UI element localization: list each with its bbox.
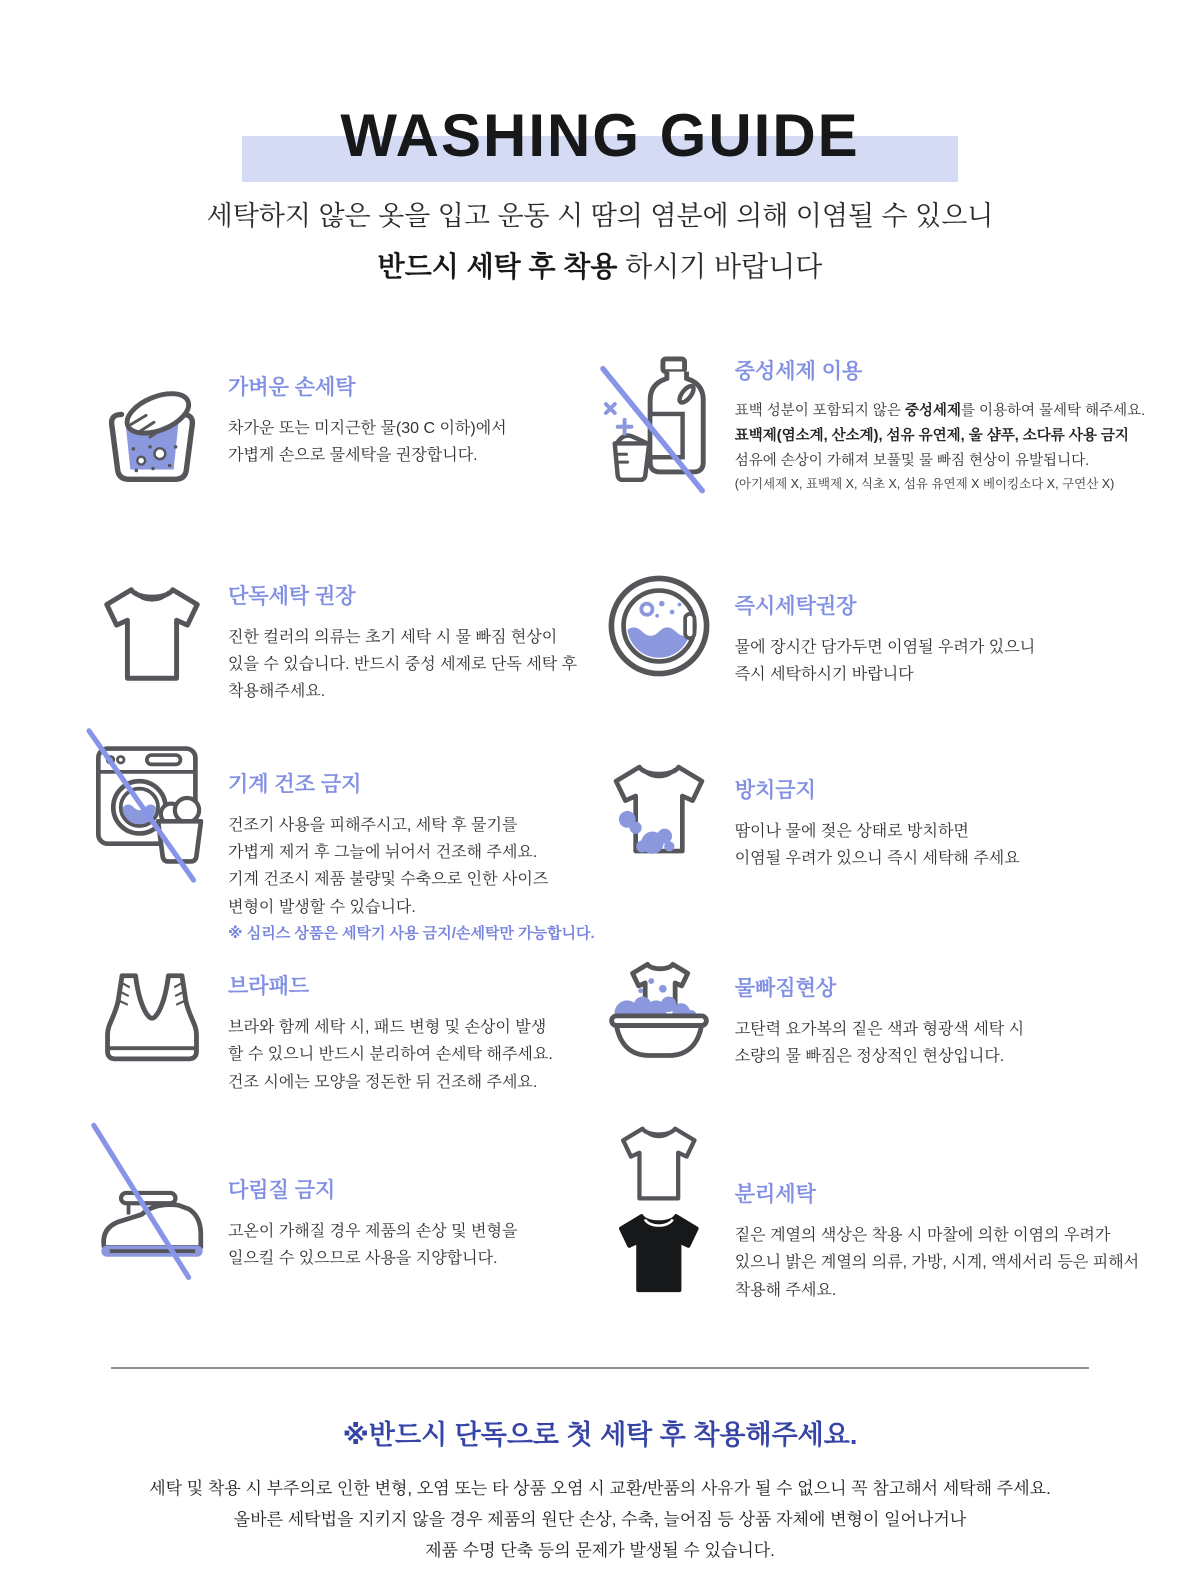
section-divider [111,1367,1089,1369]
stained-tshirt-icon [595,728,723,866]
footer-notes [0,1474,1200,1567]
wash-item-bra-pad [88,946,595,1116]
wash-item-title: 브라패드 [228,975,310,999]
wash-item-line: 착용해주세요. [228,683,326,701]
wash-item-text [228,728,595,946]
wash-item-wash-immediately [595,568,1145,728]
guide-header [0,0,1200,285]
footer-note-line: 세탁 및 착용 시 부주의로 인한 변형, 오염 또는 타 상품 오염 시 교환/반품의 사유가 될 수 없으니 꼭 참고해서 세탁해 주세요. [149,1479,1051,1499]
wash-item-description [735,399,1145,495]
footer-note-line: 올바른 세탁법을 지키지 않을 경우 제품의 원단 손상, 수축, 늘어짐 등 상품 자체에 변형이 일어나거나 [233,1510,967,1530]
wash-item-line: 있을 수 있습니다. 반드시 중성 세제로 단독 세탁 후 [228,656,578,674]
hand-wash-icon [88,353,216,492]
wash-item-title: 가벼운 손세탁 [228,376,356,399]
wash-item-line: 착용해 주세요. [734,1281,837,1299]
no-iron-icon [88,1116,216,1280]
wash-item-line: 브라와 함께 세탁 시, 패드 변형 및 손상이 발생 [228,1019,547,1037]
wash-item-line: 건조기 사용을 피해주시고, 세탁 후 물기를 [228,817,518,834]
wash-item-description [228,624,577,706]
wash-item-separate-laundry [595,1116,1145,1331]
wash-item-line: 할 수 있으니 반드시 분리하여 손세탁 해주세요. [228,1046,553,1064]
wash-item-line: 고온이 가해질 경우 제품의 손상 및 변형을 [228,1223,518,1241]
wash-item-no-neglect-wet [595,728,1145,946]
page-title: WASHING GUIDE [340,102,860,169]
wash-item-line: 물에 장시간 담가두면 이염될 우려가 있으니 [734,639,1036,656]
wash-item-title: 물빠짐현상 [734,977,837,1001]
subtitle-bold: 반드시 세탁 후 착용 [377,251,618,282]
wash-item-line: 진한 컬러의 의류는 초기 세탁 시 물 빠짐 현상이 [228,629,558,646]
wash-item-line: 일으킬 수 있으므로 사용을 지양합니다. [228,1250,498,1268]
wash-item-line: 섬유에 손상이 가해져 보풀및 물 빠짐 현상이 유발됩니다. [734,452,1090,469]
wash-item-title: 단독세탁 권장 [228,585,356,608]
wash-item-line: 소량의 물 빠짐은 정상적인 현상입니다. [734,1048,1005,1066]
wash-item-line: 땀이나 물에 젖은 상태로 방치하면 [734,823,969,840]
wash-item-line: ※ 심리스 상품은 세탁기 사용 금지/손세탁만 가능합니다. [228,924,595,942]
wash-item-no-machine-dry [88,728,595,946]
wash-item-line: 짙은 계열의 색상은 착용 시 마찰에 의한 이염의 우려가 [734,1227,1111,1245]
wash-item-line: 표백 성분이 포함되지 않은 중성세제를 이용하여 물세탁 해주세요. [734,403,1146,419]
wash-item-text [735,728,1020,872]
wash-item-title: 즉시세탁권장 [734,595,857,618]
wash-item-line: 있으니 밝은 계열의 의류, 가방, 시계, 액세서리 등은 피해서 [734,1254,1140,1272]
wash-item-separate-wash-recommended [88,568,595,728]
wash-item-line: 표백제(염소계, 산소계), 섬유 유연제, 울 샴푸, 소다류 사용 금지 [734,427,1129,444]
light-dark-shirts-icon [595,1116,723,1289]
wash-item-line: 즉시 세탁하시기 바랍니다 [734,666,914,684]
subtitle-line2 [0,245,1200,285]
wash-item-no-ironing [88,1116,595,1331]
wash-item-line: 가볍게 손으로 물세탁을 권장합니다. [228,447,478,465]
washer-drum-icon [595,568,723,682]
wash-item-description [228,812,595,946]
wash-item-text [735,353,1145,495]
wash-item-title: 중성세제 이용 [734,360,863,383]
wash-item-text [228,568,577,706]
wash-item-title: 방치금지 [734,779,816,802]
wash-item-color-bleeding [595,946,1145,1116]
subtitle-line1: 세탁하지 않은 옷을 입고 운동 시 땀의 염분에 의해 이염될 수 있으니 [206,201,994,231]
wash-item-text [735,1116,1139,1304]
wash-item-description [228,415,507,469]
wash-item-line: 기계 건조시 제품 불량및 수축으로 인한 사이즈 [228,871,549,889]
wash-item-description [735,818,1020,872]
wash-item-title: 기계 건조 금지 [228,773,362,796]
wash-item-text [735,946,1024,1070]
wash-item-light-hand-wash [88,353,595,568]
wash-item-text [228,1116,517,1272]
wash-item-text [735,568,1035,688]
wash-item-line: 차가운 또는 미지근한 물(30 C 이하)에서 [228,420,507,437]
no-detergent-icon [595,353,723,491]
wash-item-text [228,946,553,1096]
wash-item-title: 분리세탁 [734,1183,816,1207]
tshirt-icon [88,568,216,694]
wash-item-description [735,1222,1139,1304]
wash-item-line: (아기세제 X, 표백제 X, 식초 X, 섬유 유연제 X 베이킹소다 X, 구연산 X) [734,476,1115,491]
subtitle-rest: 하시기 바랍니다 [617,251,823,282]
bra-icon [88,946,216,1074]
bleed-basin-icon [595,946,723,1065]
footer-heading: ※반드시 단독으로 첫 세탁 후 착용해주세요. [342,1420,858,1451]
wash-item-description [735,1016,1024,1070]
wash-item-line: 이염될 우려가 있으니 즉시 세탁해 주세요 [734,850,1020,868]
wash-item-text [228,353,507,469]
page-title-wrap [340,102,860,169]
wash-item-line: 고탄력 요가복의 짙은 색과 형광색 세탁 시 [734,1021,1025,1039]
wash-item-line: 건조 시에는 모양을 정돈한 뒤 건조해 주세요. [228,1073,538,1091]
wash-item-line: 가볍게 제거 후 그늘에 뉘어서 건조해 주세요. [228,844,538,862]
wash-item-title: 다림질 금지 [228,1179,336,1203]
wash-item-description [735,634,1035,688]
wash-items-grid [0,353,1200,1331]
wash-item-description [228,1014,553,1096]
footer-note-line: 제품 수명 단축 등의 문제가 발생될 수 있습니다. [425,1541,775,1561]
guide-footer [0,1413,1200,1567]
wash-item-line: 변형이 발생할 수 있습니다. [228,898,416,916]
wash-item-description [228,1218,517,1272]
no-tumble-dry-icon [88,728,216,887]
wash-item-neutral-detergent [595,353,1145,568]
